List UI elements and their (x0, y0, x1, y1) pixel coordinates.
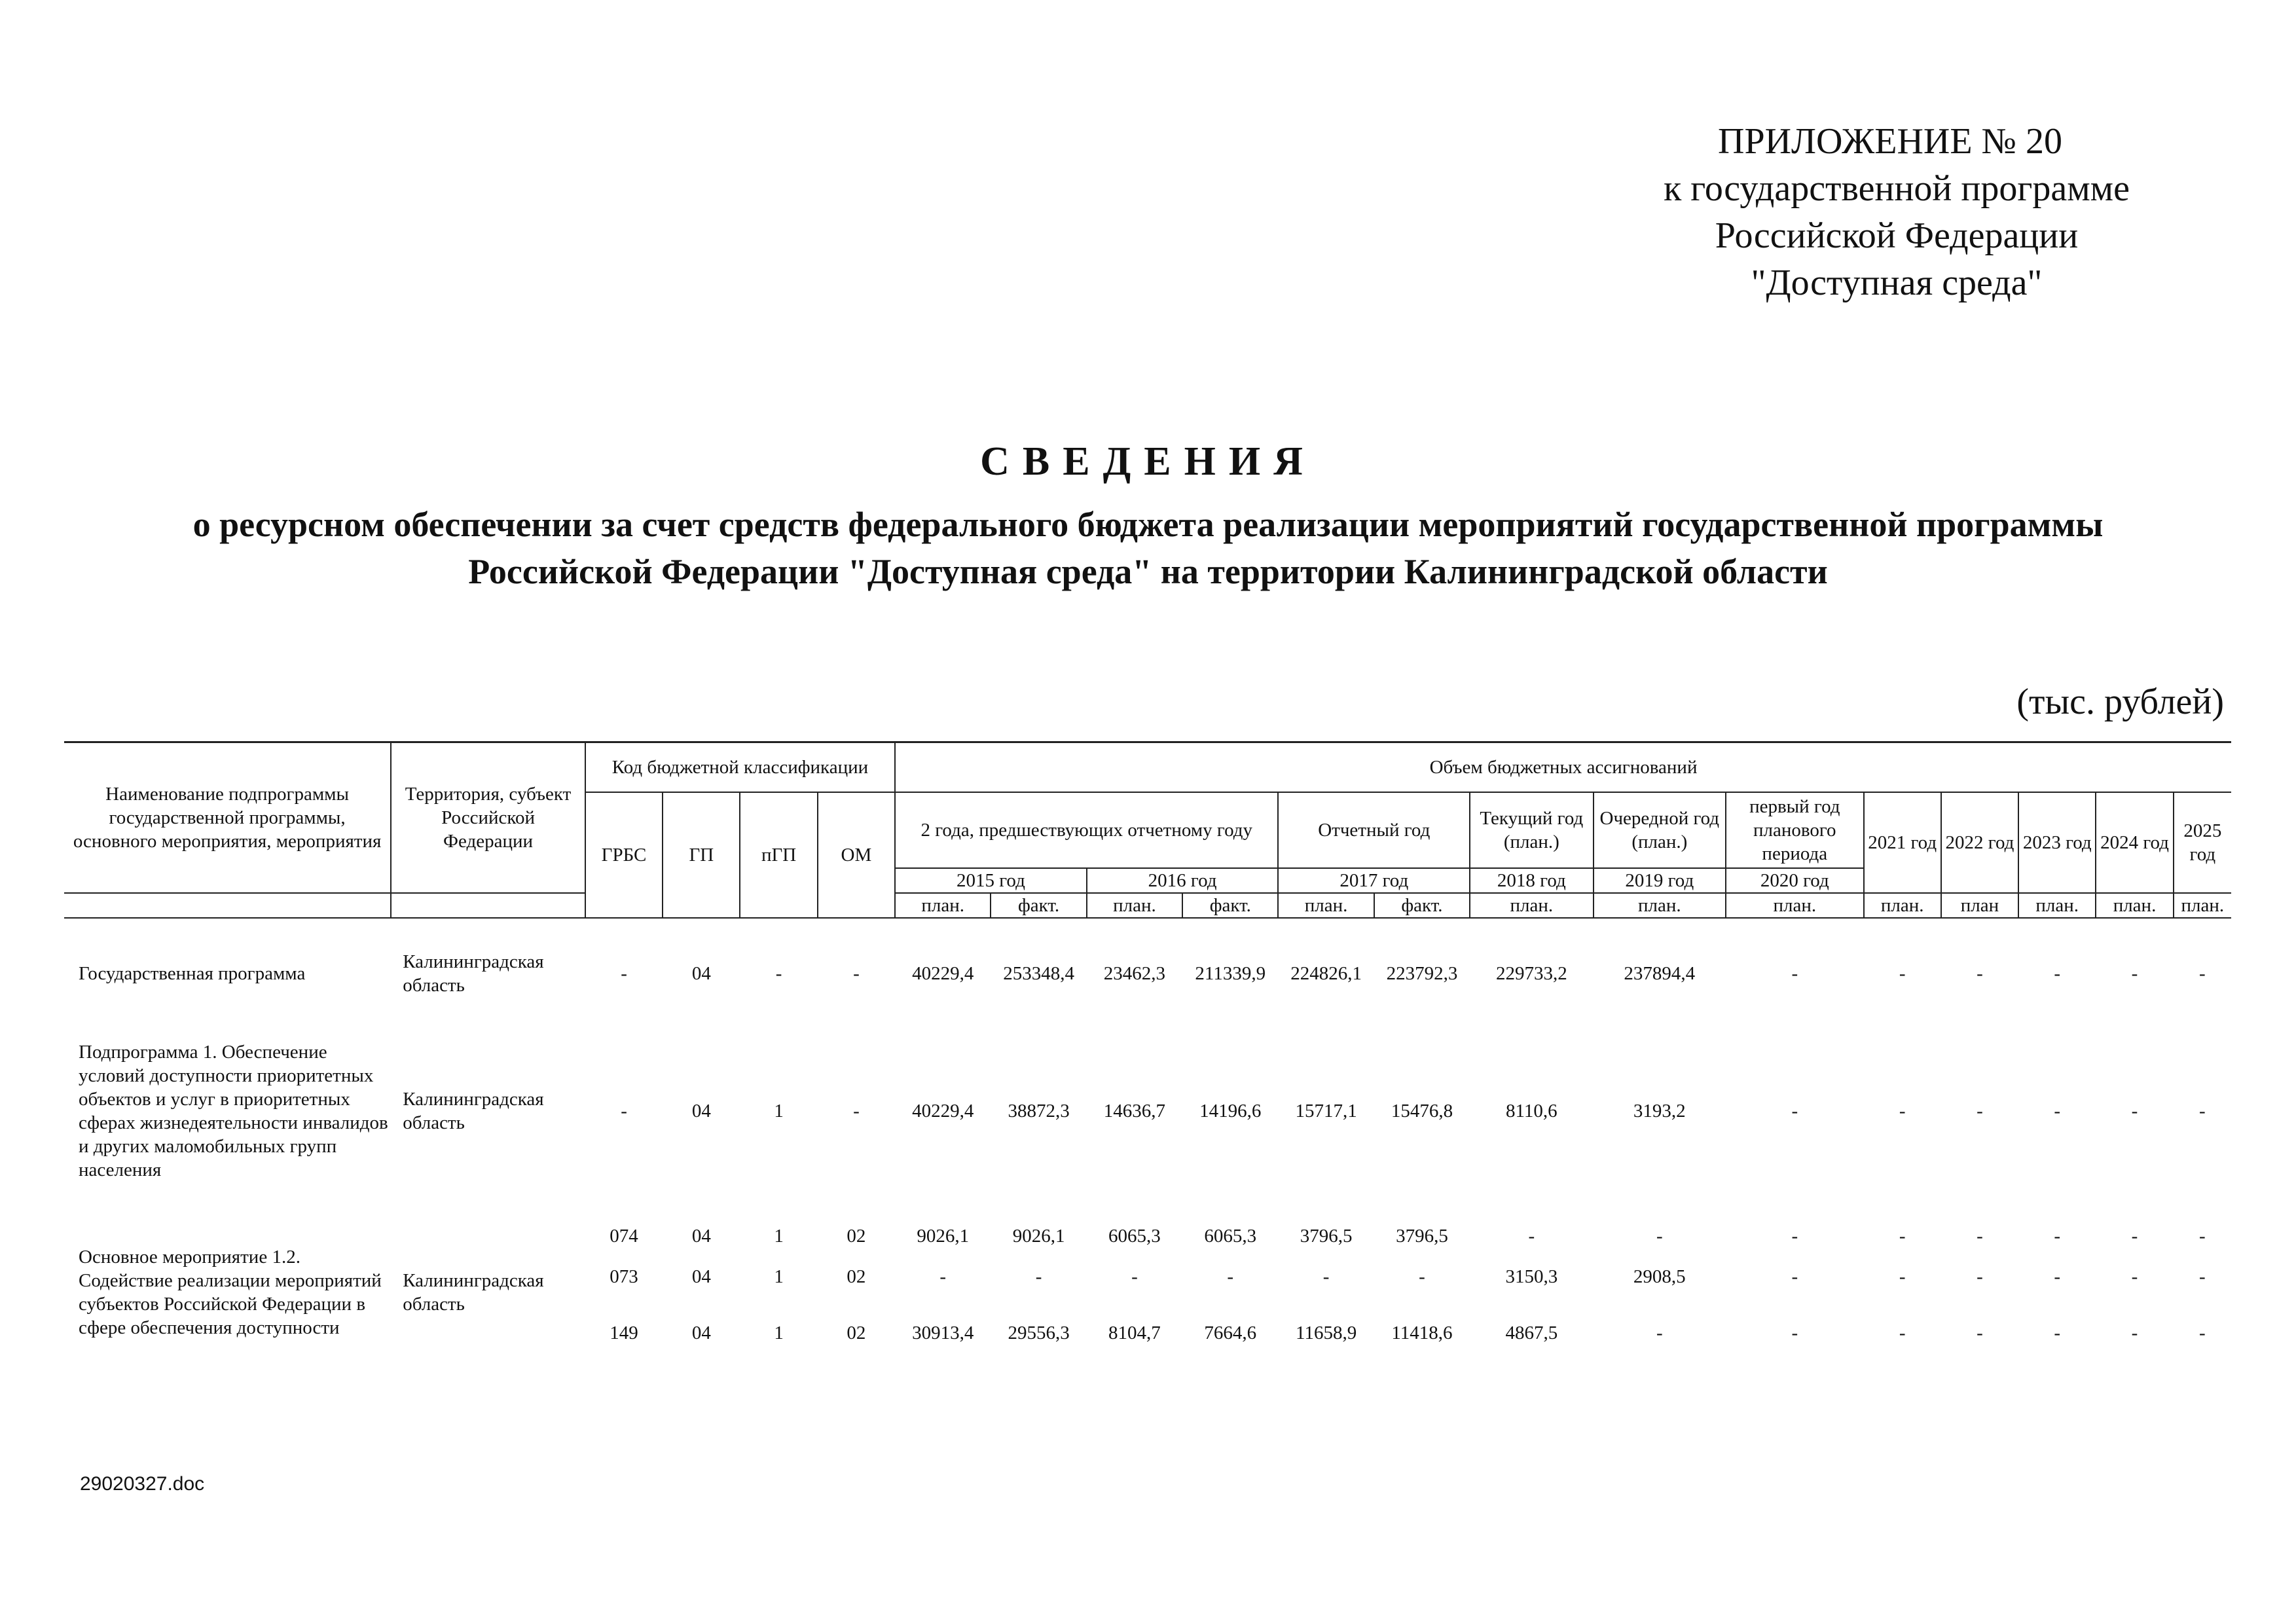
header-code-group: Код бюджетной классификации (585, 742, 895, 792)
cell-value: - (1899, 1100, 1906, 1122)
table-body (64, 918, 2231, 1369)
cell-value: - (1899, 1225, 1906, 1247)
cell-value: - (1656, 1322, 1663, 1343)
document-title: СВЕДЕНИЯ (980, 439, 1316, 484)
cell-value: 3796,5 (1396, 1225, 1448, 1247)
cell-grbs: - (621, 962, 627, 984)
header-fact-2016: факт. (1182, 893, 1278, 918)
cell-value: - (2054, 1100, 2061, 1122)
cell-value: - (1322, 1266, 1330, 1287)
cell-value: 2908,5 (1633, 1266, 1686, 1287)
cell-value: 8110,6 (1506, 1100, 1558, 1122)
header-2024: 2024 год (2096, 792, 2173, 893)
cell-om: 02 (847, 1225, 866, 1247)
header-year-2015: 2015 год (895, 868, 1087, 893)
cell-value: 3796,5 (1300, 1225, 1353, 1247)
cell-value: - (2054, 1266, 2061, 1287)
header-2021: 2021 год (1864, 792, 1941, 893)
header-pgp: пГП (740, 792, 817, 918)
table-row-subprogram-1 (64, 1006, 2231, 1216)
cell-value: - (1977, 1225, 1983, 1247)
header-next-year: Очередной год (план.) (1594, 792, 1726, 868)
cell-gp: 04 (691, 1266, 711, 1287)
cell-value: 3150,3 (1505, 1266, 1558, 1287)
cell-value: - (1656, 1225, 1663, 1247)
cell-gp: 04 (691, 1322, 711, 1343)
header-plan-2023: план. (2018, 893, 2096, 918)
header-current-year: Текущий год (план.) (1470, 792, 1593, 868)
appendix-line-2: Российской Федерации (1715, 215, 2079, 256)
cell-pgp: 1 (774, 1100, 784, 1122)
cell-value: 23462,3 (1103, 962, 1166, 984)
cell-value: 9026,1 (1012, 1225, 1065, 1247)
document-subtitle (65, 501, 2231, 595)
header-year-2020: 2020 год (1726, 868, 1864, 893)
cell-grbs: - (621, 1100, 627, 1122)
header-plan-2024: план. (2096, 893, 2173, 918)
cell-pgp: 1 (774, 1225, 784, 1247)
header-fact-2017: факт. (1374, 893, 1470, 918)
cell-value: - (1977, 1100, 1983, 1122)
cell-value: - (2131, 1266, 2138, 1287)
cell-value: - (1035, 1266, 1042, 1287)
row-territory: Калининградская область (403, 1269, 544, 1315)
header-plan-2017: план. (1278, 893, 1374, 918)
cell-value: - (2131, 1100, 2138, 1122)
cell-value: 9026,1 (917, 1225, 970, 1247)
header-volume-group: Объем бюджетных ассигнований (895, 742, 2231, 792)
cell-grbs: 073 (610, 1266, 638, 1287)
header-year-2019: 2019 год (1594, 868, 1726, 893)
cell-value: - (1791, 962, 1798, 984)
header-name-column-base (64, 893, 391, 918)
subtitle-line-1: о ресурсном обеспечении за счет средств федерального бюджета реализации мероприятий государственной программы (192, 505, 2104, 544)
header-plan-2020: план. (1726, 893, 1864, 918)
cell-value: - (1977, 1266, 1983, 1287)
cell-value: 3193,2 (1633, 1100, 1686, 1122)
appendix-block (1602, 118, 2191, 306)
header-plan-2018: план. (1470, 893, 1593, 918)
cell-pgp: 1 (774, 1322, 784, 1343)
cell-pgp: - (775, 962, 782, 984)
header-prev-two-years: 2 года, предшествующих отчетному году (895, 792, 1278, 868)
cell-value: - (1419, 1266, 1425, 1287)
appendix-number: ПРИЛОЖЕНИЕ № 20 (1718, 121, 2062, 162)
header-plan-2015: план. (895, 893, 991, 918)
header-2025: 2025 год (2174, 792, 2231, 893)
row-name: Подпрограмма 1. Обеспечение условий доступности приоритетных объектов и услуг в приоритетных сферах жизнедеятельности инвалидов и других маломобильных групп населения (79, 1041, 388, 1180)
cell-value: - (2054, 962, 2061, 984)
cell-value: - (2198, 962, 2206, 984)
cell-value: 11418,6 (1391, 1322, 1453, 1343)
header-plan-2021: план. (1864, 893, 1941, 918)
header-grbs: ГРБС (585, 792, 663, 918)
cell-value: 40229,4 (912, 962, 974, 984)
header-plan-2019: план. (1594, 893, 1726, 918)
cell-gp: 04 (691, 1100, 711, 1122)
cell-value: 15717,1 (1295, 1100, 1357, 1122)
cell-om: 02 (847, 1266, 866, 1287)
cell-value: 29556,3 (1008, 1322, 1070, 1343)
cell-value: 30913,4 (912, 1322, 974, 1343)
cell-value: 224826,1 (1290, 962, 1362, 984)
cell-om: 02 (847, 1322, 866, 1343)
cell-value: - (2054, 1322, 2061, 1343)
cell-value: - (1528, 1225, 1535, 1247)
cell-value: - (2198, 1225, 2206, 1247)
cell-value: - (1227, 1266, 1234, 1287)
header-plan-2022: план (1941, 893, 2018, 918)
cell-om: - (853, 962, 860, 984)
header-plan-2025: план. (2174, 893, 2231, 918)
cell-value: - (2131, 1322, 2138, 1343)
cell-value: - (1791, 1225, 1798, 1247)
document-file-id: 29020327.doc (80, 1473, 205, 1495)
header-plan-2016: план. (1087, 893, 1182, 918)
row-name: Основное мероприятие 1.2. Содействие реализации мероприятий субъектов Российской Федерации в сфере обеспечения доступности (79, 1246, 382, 1338)
header-2023: 2023 год (2018, 792, 2096, 893)
cell-value: - (2054, 1225, 2061, 1247)
cell-value: 6065,3 (1108, 1225, 1161, 1247)
cell-value: - (939, 1266, 947, 1287)
cell-value: 253348,4 (1003, 962, 1074, 984)
cell-value: 229733,2 (1495, 962, 1567, 984)
header-territory-column-base (391, 893, 585, 918)
table-header (64, 742, 2231, 918)
subtitle-line-2: Российской Федерации "Доступная среда" на территории Калининградской области (468, 552, 1828, 591)
cell-gp: 04 (691, 1225, 711, 1247)
cell-value: 38872,3 (1008, 1100, 1070, 1122)
cell-value: 223792,3 (1386, 962, 1458, 984)
cell-value: 11658,9 (1296, 1322, 1357, 1343)
cell-value: 14636,7 (1103, 1100, 1166, 1122)
cell-value: - (1131, 1266, 1138, 1287)
cell-value: - (2198, 1100, 2206, 1122)
header-year-2018: 2018 год (1470, 868, 1593, 893)
cell-value: 7664,6 (1204, 1322, 1257, 1343)
cell-value: - (1791, 1100, 1798, 1122)
cell-value: - (2198, 1266, 2206, 1287)
header-territory-column: Территория, субъект Российской Федерации (391, 742, 585, 893)
header-2022: 2022 год (1941, 792, 2018, 893)
cell-grbs: 074 (610, 1225, 638, 1247)
cell-value: - (1791, 1266, 1798, 1287)
table-row-main-activity-1-2 (64, 1216, 2231, 1256)
cell-value: - (1899, 1322, 1906, 1343)
header-year-2016: 2016 год (1087, 868, 1279, 893)
row-territory: Калининградская область (403, 951, 544, 996)
cell-value: 8104,7 (1108, 1322, 1161, 1343)
cell-value: - (1791, 1322, 1798, 1343)
cell-value: 6065,3 (1204, 1225, 1257, 1247)
row-name: Государственная программа (79, 962, 306, 984)
header-first-plan-year: первый год планового периода (1726, 792, 1864, 868)
budget-table (64, 741, 2231, 1369)
table-row-state-program (64, 941, 2231, 1006)
header-om: ОМ (818, 792, 895, 918)
header-gp: ГП (663, 792, 740, 918)
header-year-2017: 2017 год (1278, 868, 1470, 893)
cell-value: - (1899, 962, 1906, 984)
cell-value: - (1977, 962, 1983, 984)
cell-value: 4867,5 (1505, 1322, 1558, 1343)
spacer (64, 918, 2231, 941)
cell-value: - (2198, 1322, 2206, 1343)
cell-value: 15476,8 (1391, 1100, 1453, 1122)
cell-value: - (2131, 1225, 2138, 1247)
cell-om: - (853, 1100, 860, 1122)
units-label: (тыс. рублей) (2016, 682, 2224, 722)
header-name-column: Наименование подпрограммы государственной программы, основного мероприятия, мероприятия (64, 742, 391, 893)
cell-value: 237894,4 (1624, 962, 1696, 984)
cell-pgp: 1 (774, 1266, 784, 1287)
cell-value: - (2131, 962, 2138, 984)
header-fact-2015: факт. (991, 893, 1086, 918)
appendix-line-1: к государственной программе (1664, 168, 2130, 209)
cell-grbs: 149 (610, 1322, 638, 1343)
cell-value: 40229,4 (912, 1100, 974, 1122)
cell-value: - (1899, 1266, 1906, 1287)
cell-value: - (1977, 1322, 1983, 1343)
cell-value: 14196,6 (1199, 1100, 1262, 1122)
cell-value: 211339,9 (1195, 962, 1266, 984)
appendix-line-3: "Доступная среда" (1751, 263, 2043, 303)
row-territory: Калининградская область (403, 1088, 544, 1133)
cell-gp: 04 (691, 962, 711, 984)
header-report-year: Отчетный год (1278, 792, 1470, 868)
